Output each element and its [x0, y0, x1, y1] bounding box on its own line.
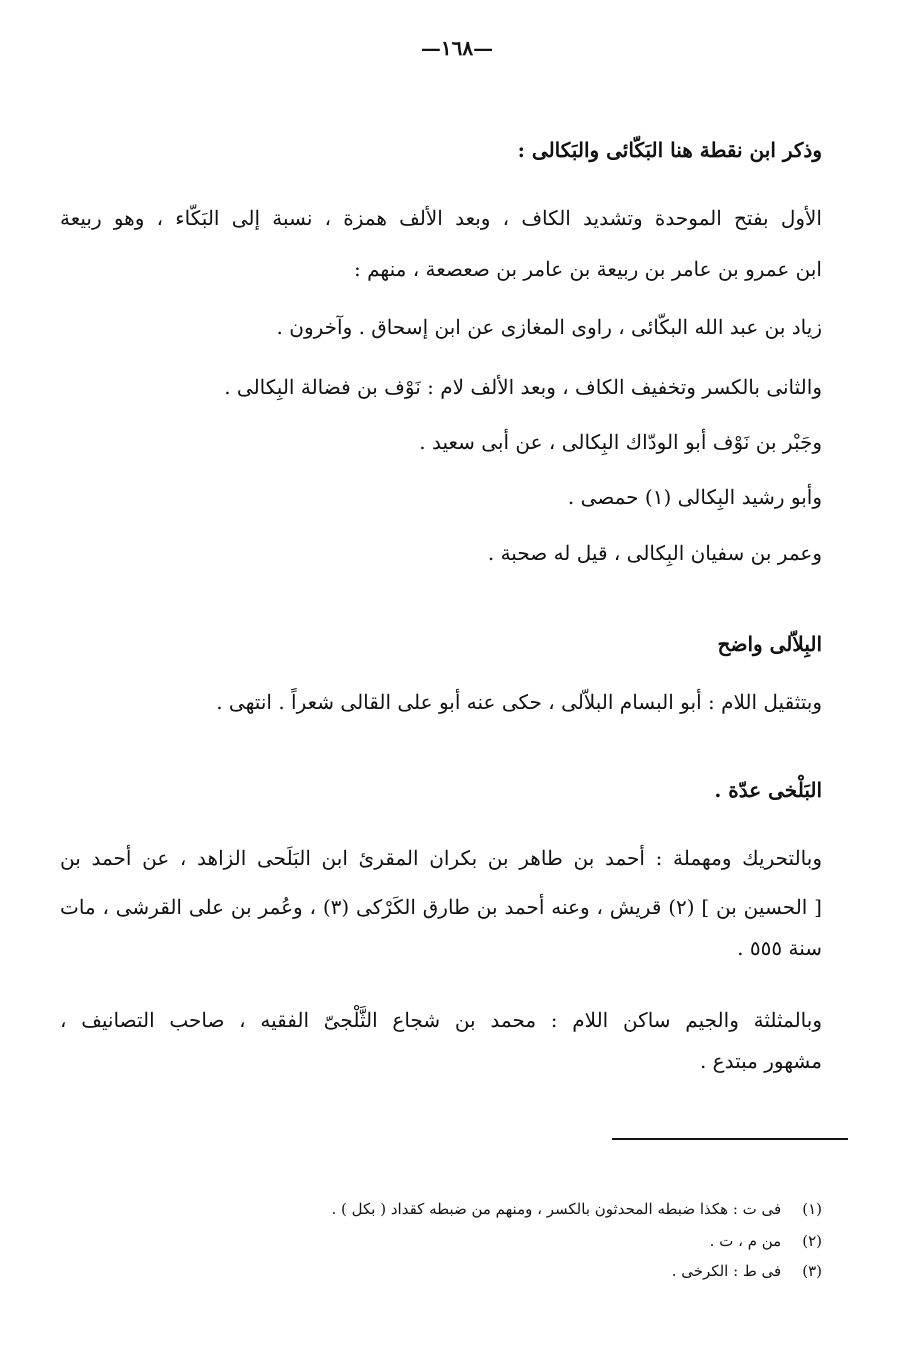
section-heading: وذكر ابن نقطة هنا البَكّائى والبَكالى :	[517, 138, 822, 162]
body-line: وعمر بن سفيان البِكالى ، قيل له صحبة .	[487, 541, 822, 565]
body-line: وأبو رشيد البِكالى (١) حمصى .	[567, 485, 822, 509]
footnote-marker: (٣)	[802, 1262, 822, 1280]
entry-heading: البِلاّلى واضح	[717, 632, 822, 656]
footnote-text: من م ، ت .	[709, 1232, 782, 1250]
footnote-marker: (٢)	[802, 1232, 822, 1250]
footnote	[710, 1230, 822, 1252]
body-line: الأول بفتح الموحدة وتشديد الكاف ، وبعد الألف همزة ، نسبة إلى البَكّاء ، وهو ربيعة	[60, 206, 822, 230]
body-line: ابن عمرو بن عامر بن ربيعة بن عامر بن صعصعة ، منهم :	[354, 257, 822, 281]
footnote-marker: (١)	[802, 1200, 822, 1218]
body-line: مشهور مبتدع .	[699, 1049, 822, 1073]
body-line: وبالمثلثة والجيم ساكن اللام : محمد بن شجاع الثَّلْجىّ الفقيه ، صاحب التصانيف ،	[60, 1008, 822, 1032]
body-line: زياد بن عبد الله البكّائى ، راوى المغازى عن ابن إسحاق . وآخرون .	[276, 315, 822, 339]
footnote-separator	[612, 1138, 848, 1140]
footnote-text: فى ط : الكرخى .	[671, 1262, 782, 1280]
footnote	[672, 1260, 822, 1282]
footnote-text: فى ت : هكذا ضبطه المحدثون بالكسر ، ومنهم من ضبطه كقداد ( بكل ) .	[331, 1200, 782, 1218]
body-line: والثانى بالكسر وتخفيف الكاف ، وبعد الألف لام : نَوْف بن فضالة البِكالى .	[224, 375, 822, 399]
footnote	[331, 1198, 822, 1220]
body-line: وجَبْر بن نَوْف أبو الودّاك البِكالى ، عن أبى سعيد .	[419, 430, 822, 454]
page-number: —١٦٨—	[420, 36, 494, 60]
body-line: وبالتحريك ومهملة : أحمد بن طاهر بن بكران المقرئ ابن البَلَحى الزاهد ، عن أحمد بن	[60, 846, 822, 870]
body-line: سنة ٥٥٥ .	[737, 936, 822, 960]
entry-heading: البَلْخى عدّة .	[714, 778, 822, 802]
body-line: وبتثقيل اللام : أبو البسام البلاّلى ، حكى عنه أبو على القالى شعراً . انتهى .	[216, 690, 822, 714]
body-line: [ الحسين بن ] (٢) قريش ، وعنه أحمد بن طارق الكَرْكى (٣) ، وعُمر بن على القرشى ، مات	[60, 895, 822, 919]
